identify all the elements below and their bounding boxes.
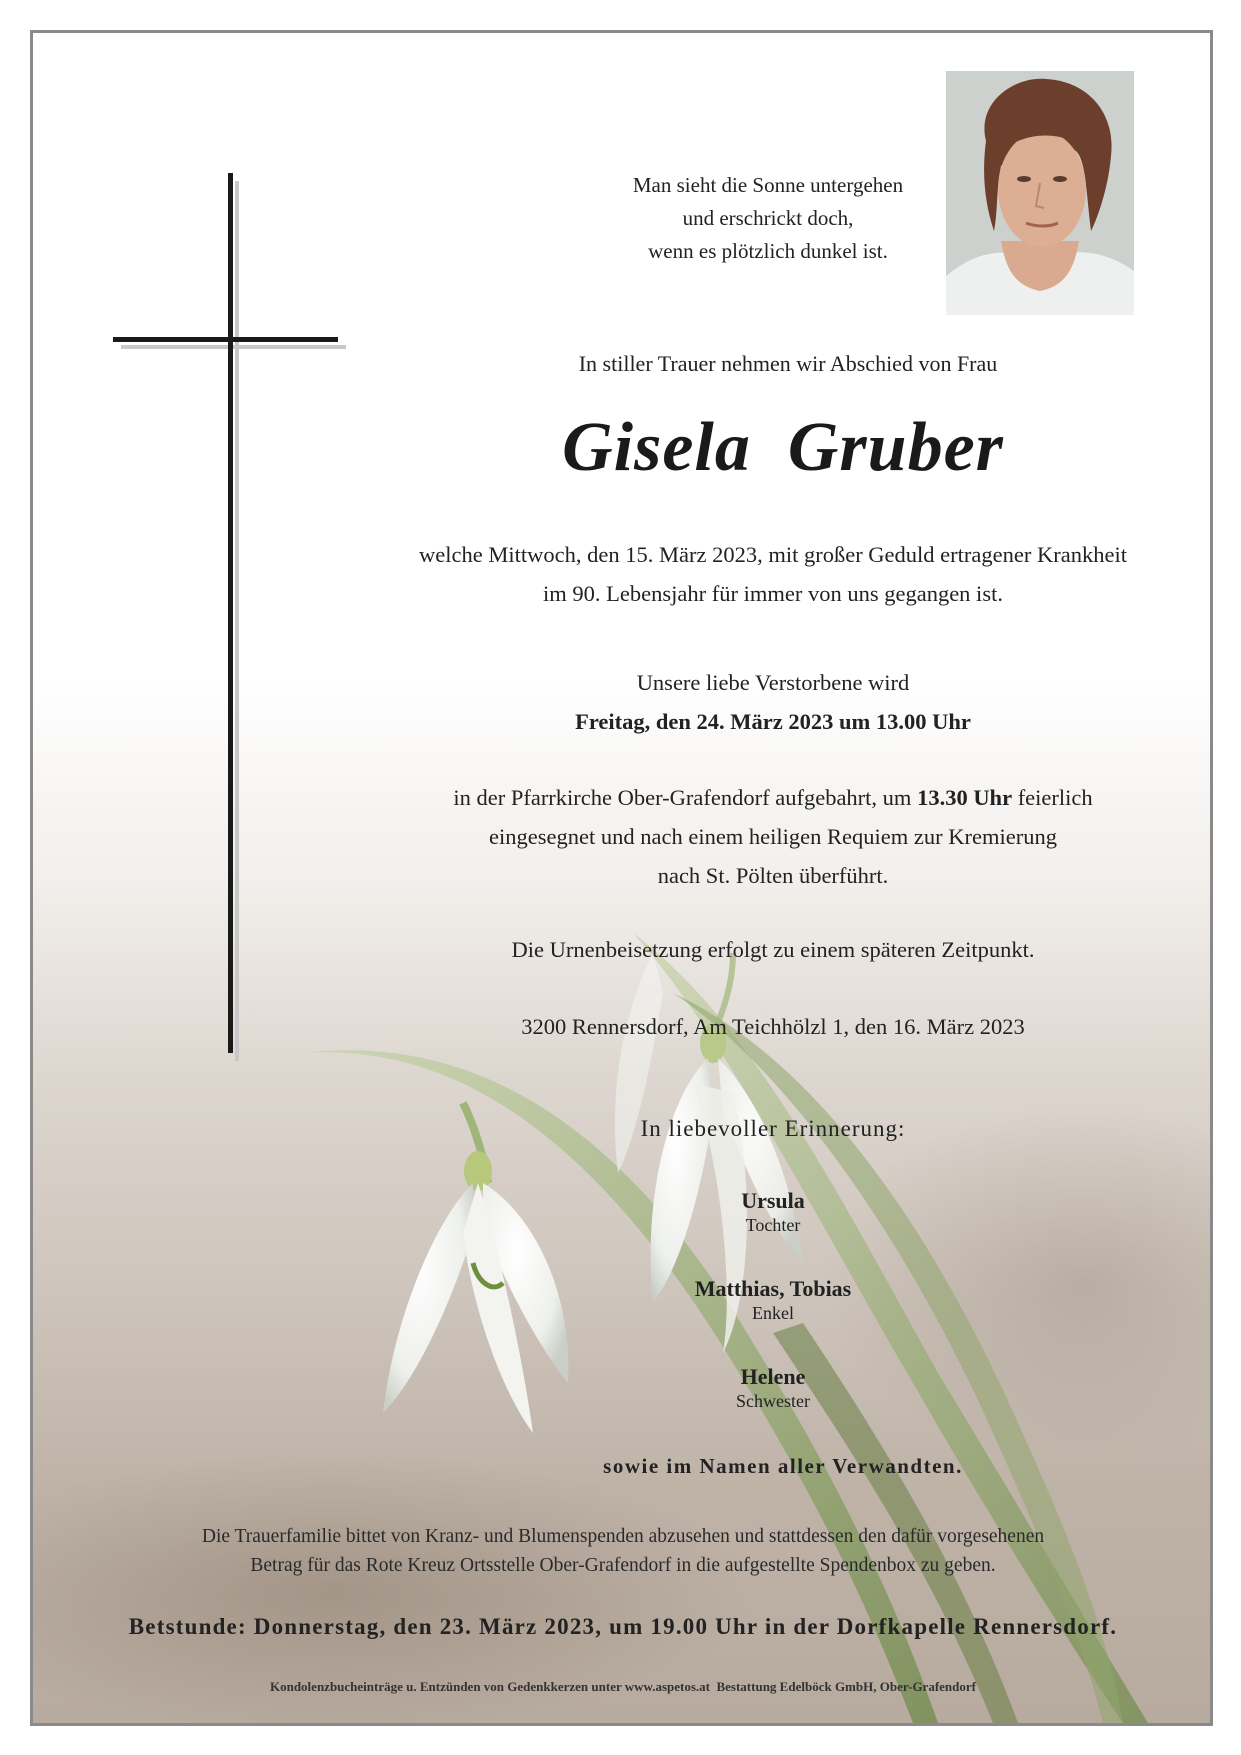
burial-line: Unsere liebe Verstorbene wird <box>636 670 910 695</box>
mourner-name: Ursula <box>741 1188 805 1213</box>
intro-text: In stiller Trauer nehmen wir Abschied von Frau <box>578 351 998 376</box>
ceremony-line: nach St. Pölten überführt. <box>657 863 889 888</box>
ceremony-line-end: feierlich <box>1012 785 1093 810</box>
ceremony-time: 13.30 Uhr <box>917 785 1013 810</box>
place-date: 3200 Rennersdorf, Am Teichhölzl 1, den 16. März 2023 <box>521 1014 1025 1039</box>
footer-text: Kondolenzbucheinträge u. Entzünden von Gedenkkerzen unter www.aspetos.at Bestattung Edelböck GmbH, Ober-Grafendorf <box>269 1679 976 1694</box>
ceremony-line-start: in der Pfarrkirche Ober-Grafendorf aufgebahrt, um <box>453 785 918 810</box>
relatives-line: sowie im Namen aller Verwandten. <box>603 1454 963 1478</box>
burial-notice <box>433 663 1113 741</box>
obituary-frame <box>30 30 1213 1726</box>
poem-line: und erschrickt doch, <box>682 206 854 230</box>
donation-request <box>93 1522 1153 1580</box>
deceased-name: Gisela Gruber <box>562 409 1004 486</box>
poem <box>568 169 968 268</box>
death-notice <box>333 535 1213 613</box>
ceremony-notice <box>373 778 1173 895</box>
prayer-hour: Betstunde: Donnerstag, den 23. März 2023, um 19.00 Uhr in der Dorfkapelle Rennersdorf. <box>128 1614 1118 1639</box>
donation-line: Betrag für das Rote Kreuz Ortsstelle Ober-Grafendorf in die aufgestellte Spendenbox zu geben. <box>250 1555 996 1576</box>
mourner-relation: Schwester <box>736 1391 810 1411</box>
mourner-name: Matthias, Tobias <box>694 1276 852 1301</box>
burial-date-time: Freitag, den 24. März 2023 um 13.00 Uhr <box>575 709 971 734</box>
mourner-relation: Enkel <box>752 1303 794 1323</box>
urn-notice: Die Urnenbeisetzung erfolgt zu einem späteren Zeitpunkt. <box>511 937 1035 962</box>
poem-line: Man sieht die Sonne untergehen <box>632 173 904 197</box>
donation-line: Die Trauerfamilie bittet von Kranz- und Blumenspenden abzusehen und stattdessen den dafür vorgesehenen <box>201 1526 1045 1547</box>
death-notice-line: im 90. Lebensjahr für immer von uns gegangen ist. <box>543 581 1003 606</box>
mourner-name: Helene <box>740 1364 806 1389</box>
death-notice-line: welche Mittwoch, den 15. März 2023, mit großer Geduld ertragener Krankheit <box>419 542 1127 567</box>
poem-line: wenn es plötzlich dunkel ist. <box>648 239 888 263</box>
remembrance-heading: In liebevoller Erinnerung: <box>640 1116 906 1141</box>
ceremony-line: eingesegnet und nach einem heiligen Requiem zur Kremierung <box>489 824 1057 849</box>
mourner-relation: Tochter <box>745 1215 801 1235</box>
